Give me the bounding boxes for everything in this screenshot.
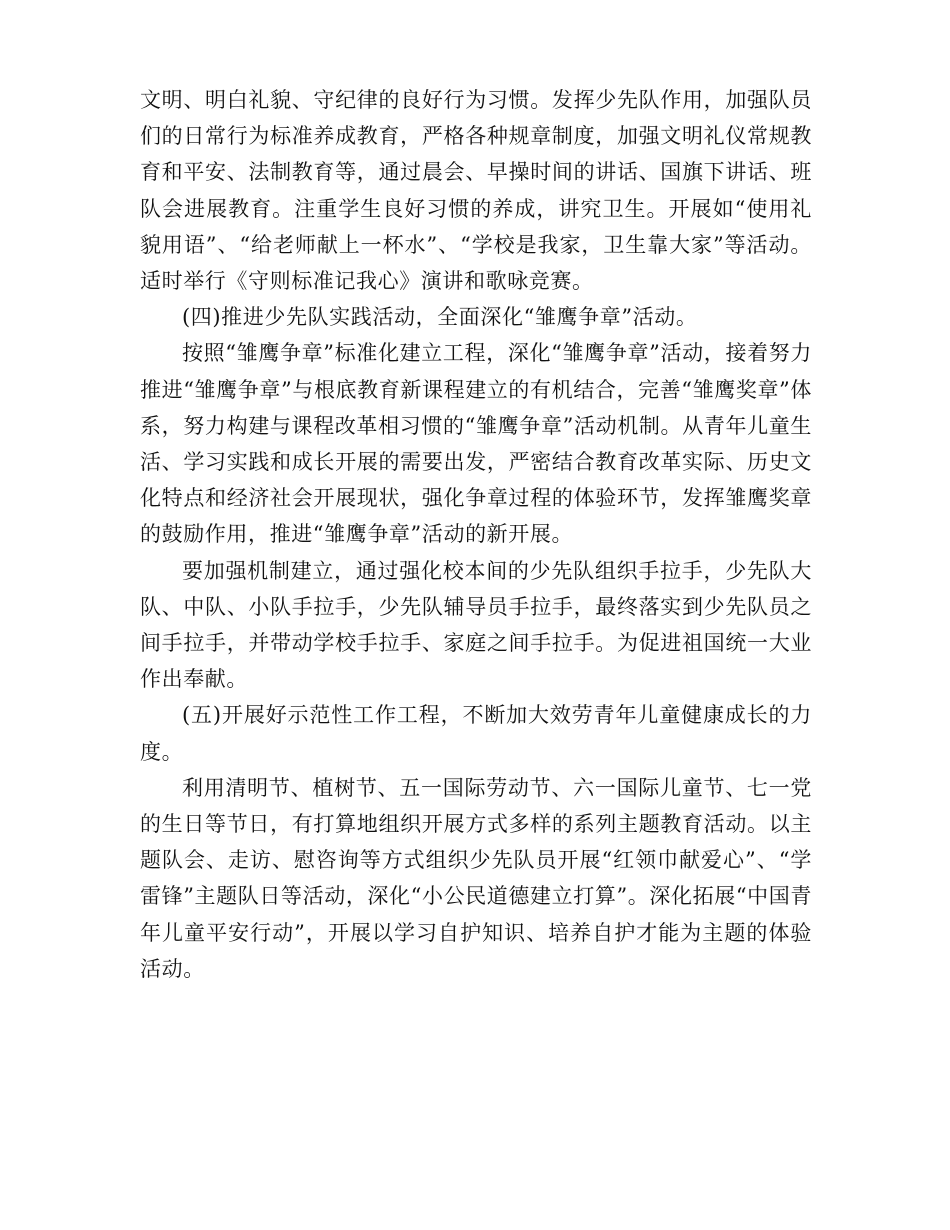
paragraph: 按照“雏鹰争章”标准化建立工程，深化“雏鹰争章”活动，接着努力推进“雏鹰争章”与根底教育新课程建立的有机结合，完善“雏鹰奖章”体系，努力构建与课程改革相习惯的“雏鹰争章”活动机制。从青年儿童生活、学习实践和成长开展的需要出发，严密结合教育改革实际、历史文化特点和经济社会开展现状，强化争章过程的体验环节，发挥雏鹰奖章的鼓励作用，推进“雏鹰争章”活动的新开展。 [140,341,812,547]
paragraph: 利用清明节、植树节、五一国际劳动节、六一国际儿童节、七一党的生日等节日，有打算地组织开展方式多样的系列主题教育活动。以主题队会、走访、慰咨询等方式组织少先队员开展“红领巾献爱心”、“学雷锋”主题队日等活动，深化“小公民道德建立打算”。深化拓展“中国青年儿童平安行动”，开展以学习自护知识、培养自护才能为主题的体验活动。 [140,775,812,981]
paragraph: 要加强机制建立，通过强化校本间的少先队组织手拉手，少先队大队、中队、小队手拉手，少先队辅导员手拉手，最终落实到少先队员之间手拉手，并带动学校手拉手、家庭之间手拉手。为促进祖国统一大业作出奉献。 [140,558,812,692]
paragraph-continuation: 文明、明白礼貌、守纪律的良好行为习惯。发挥少先队作用，加强队员们的日常行为标准养成教育，严格各种规章制度，加强文明礼仪常规教育和平安、法制教育等，通过晨会、早操时间的讲话、国旗下讲话、班队会进展教育。注重学生良好习惯的养成，讲究卫生。开展如“使用礼貌用语”、“给老师献上一杯水”、“学校是我家，卫生靠大家”等活动。适时举行《守则标准记我心》演讲和歌咏竞赛。 [140,88,812,294]
document-body [140,82,812,987]
section-heading-4: (四)推进少先队实践活动，全面深化“雏鹰争章”活动。 [182,305,698,330]
section-heading-5: (五)开展好示范性工作工程，不断加大效劳青年儿童健康成长的力度。 [140,703,812,764]
